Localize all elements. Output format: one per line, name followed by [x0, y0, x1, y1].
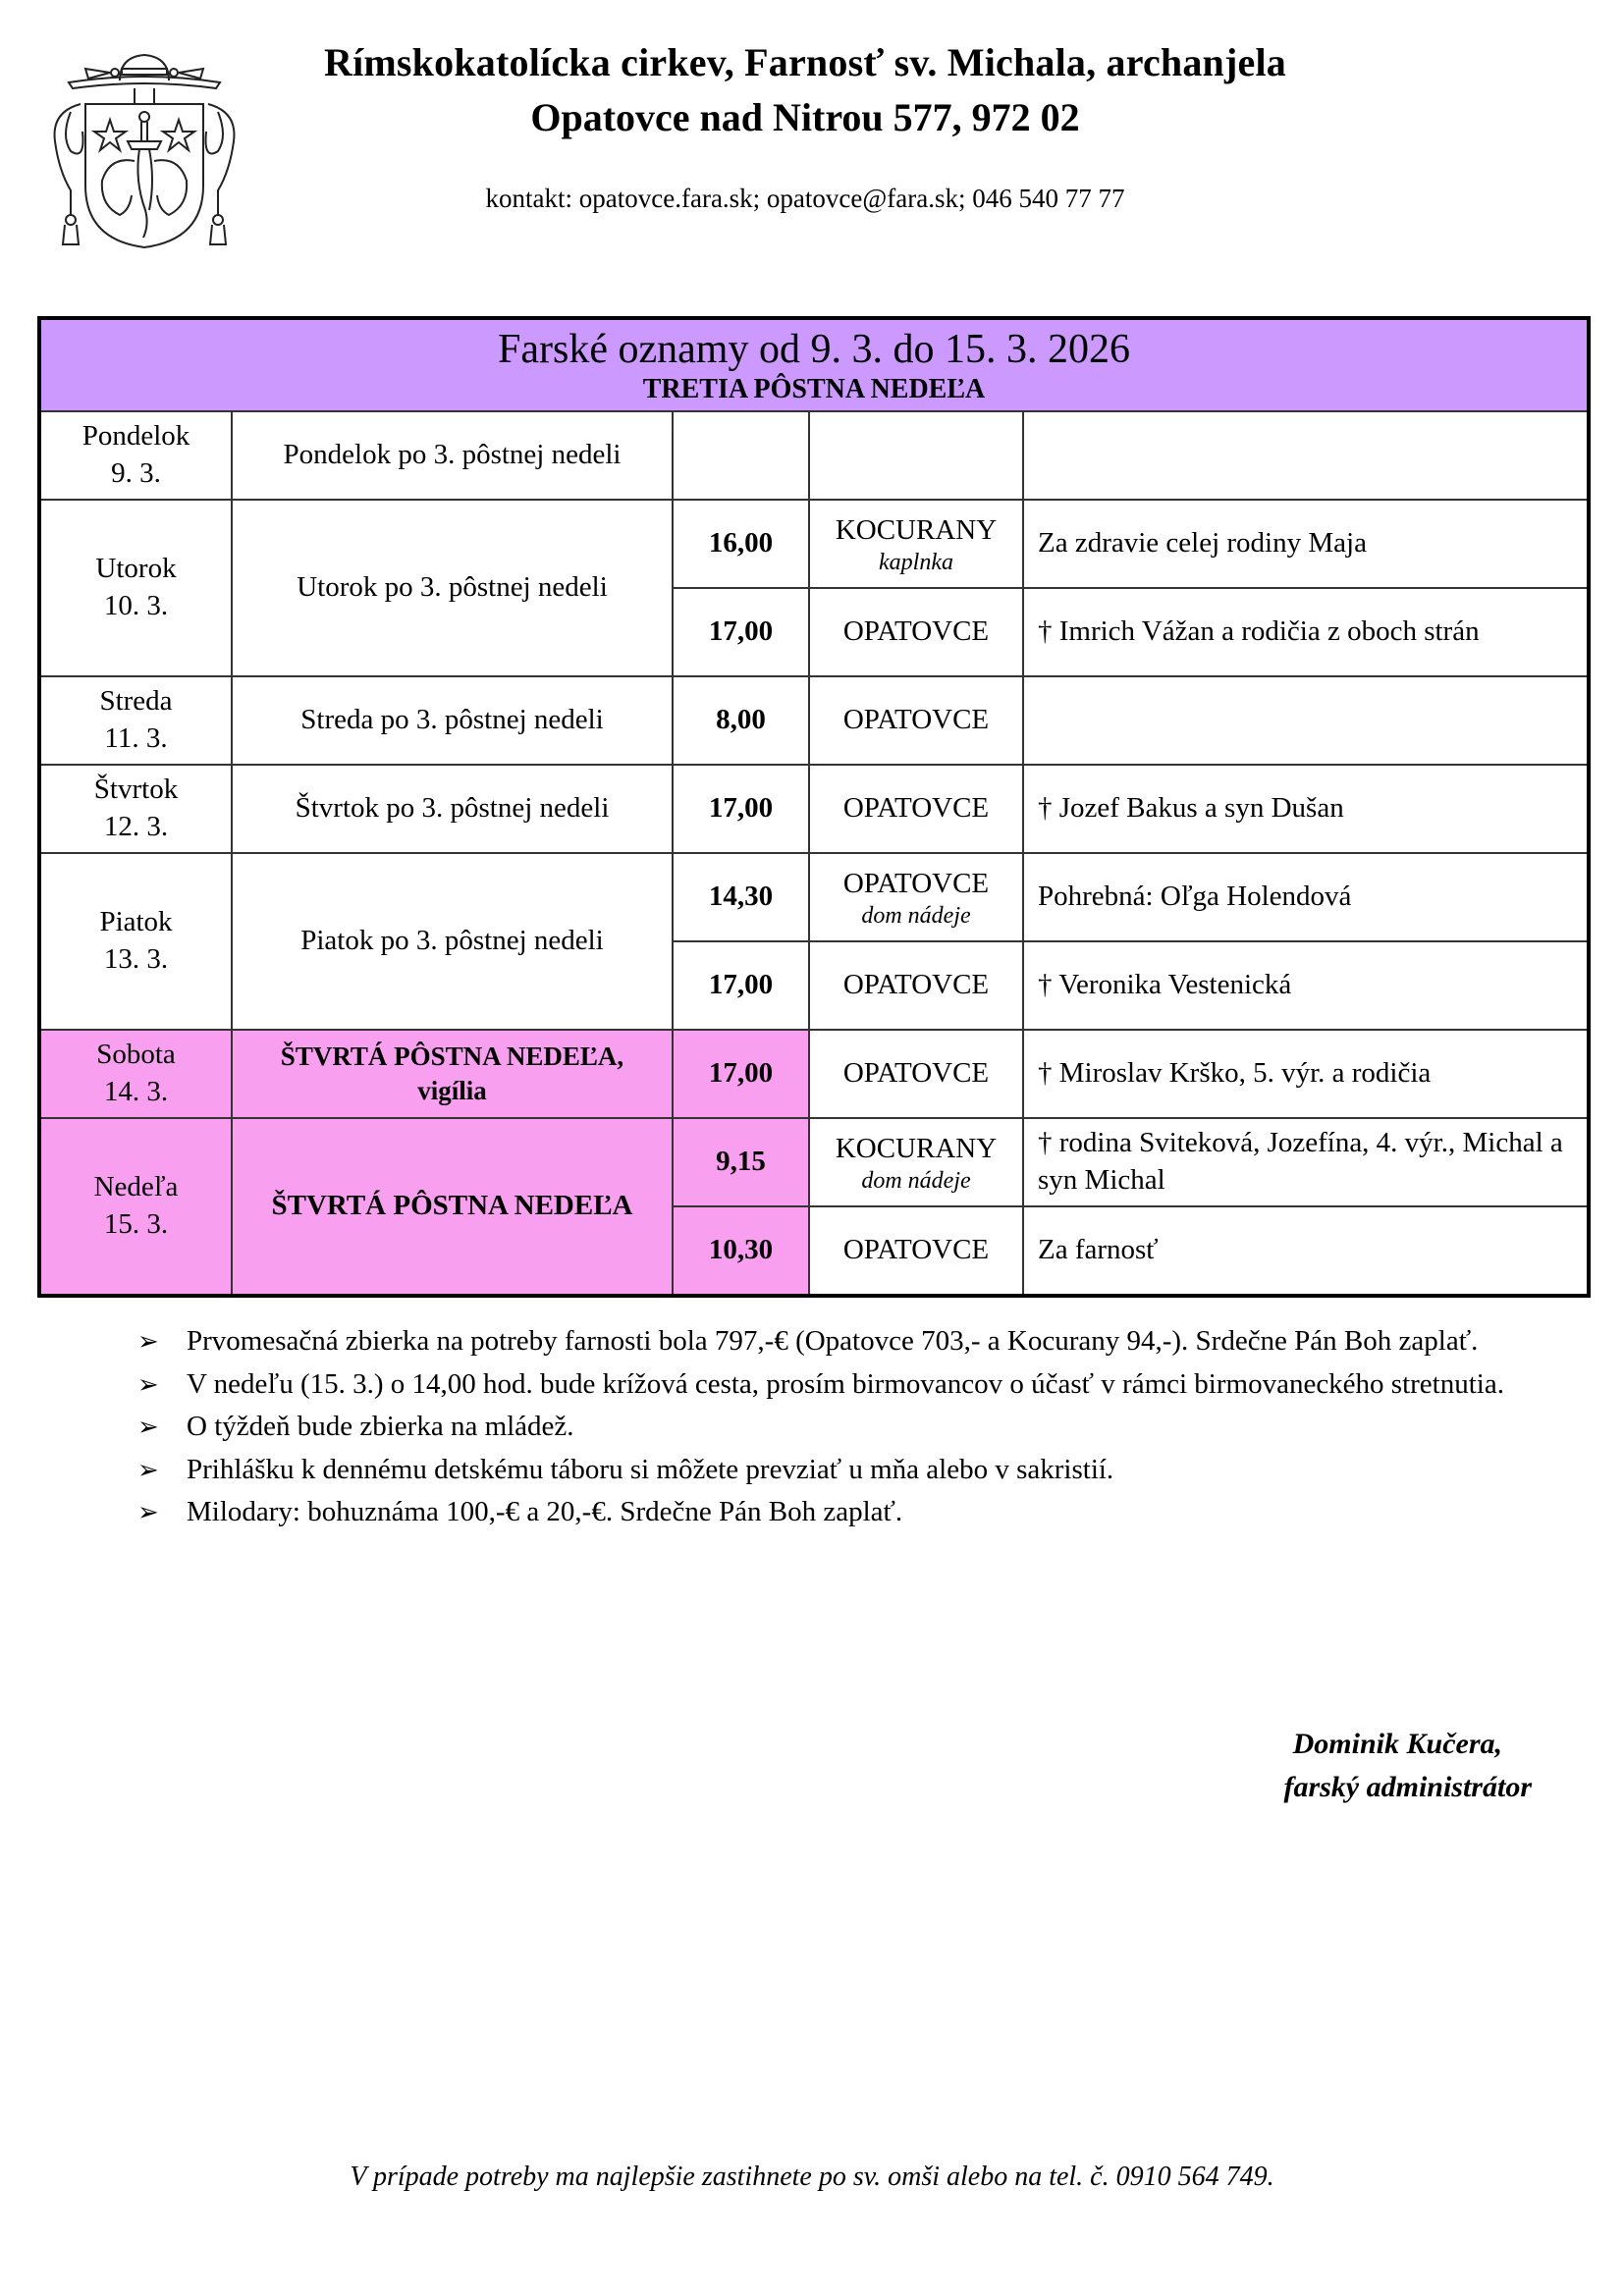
day-cell: Sobota 14. 3. — [39, 1030, 232, 1118]
schedule-title: Farské oznamy od 9. 3. do 15. 3. 2026 — [498, 327, 1130, 372]
parish-name: Rímskokatolícka cirkev, Farnosť sv. Michala, archanjela — [324, 40, 1286, 84]
announcements-list — [137, 1320, 1551, 1534]
table-row-friday — [39, 853, 1589, 941]
announcement-item: ➢ Prihlášku k dennému detskému táboru si môžete prevziať u mňa alebo v sakristií. — [137, 1449, 1551, 1492]
arrow-bullet-icon: ➢ — [137, 1413, 159, 1441]
place-cell: OPATOVCE — [809, 588, 1023, 676]
place-cell: KOCURANY kaplnka — [809, 500, 1023, 588]
intention-cell: † Miroslav Krško, 5. výr. a rodičia — [1023, 1030, 1589, 1118]
table-row-wednesday — [39, 676, 1589, 765]
table-row-thursday — [39, 765, 1589, 853]
time-cell: 10,30 — [673, 1206, 809, 1296]
liturgy-cell: Streda po 3. pôstnej nedeli — [232, 676, 673, 765]
parish-address: Opatovce nad Nitrou 577, 972 02 — [530, 95, 1080, 139]
signature-role: farský administrátor — [1283, 1770, 1532, 1803]
place-cell: OPATOVCE — [809, 1206, 1023, 1296]
table-row-saturday — [39, 1030, 1589, 1118]
contact-line: kontakt: opatovce.fara.sk; opatovce@fara.sk; 046 540 77 77 — [485, 184, 1125, 213]
intention-cell — [1023, 411, 1589, 500]
time-cell: 17,00 — [673, 588, 809, 676]
table-row-monday — [39, 411, 1589, 500]
schedule-header-row — [39, 318, 1589, 411]
time-cell — [673, 411, 809, 500]
liturgy-cell: ŠTVRTÁ PÔSTNA NEDEĽA, vigília — [232, 1030, 673, 1118]
place-cell: OPATOVCE — [809, 676, 1023, 765]
table-row-sunday — [39, 1118, 1589, 1206]
signature-block — [1129, 1723, 1532, 1808]
time-cell: 17,00 — [673, 1030, 809, 1118]
intention-cell: † rodina Sviteková, Jozefína, 4. výr., Michal a syn Michal — [1023, 1118, 1589, 1206]
intention-cell: † Imrich Vážan a rodičia z oboch strán — [1023, 588, 1589, 676]
day-cell: Piatok 13. 3. — [39, 853, 232, 1030]
intention-cell: Za farnosť — [1023, 1206, 1589, 1296]
time-cell: 17,00 — [673, 765, 809, 853]
announcement-item: ➢ Prvomesačná zbierka na potreby farnosti bola 797,-€ (Opatovce 703,- a Kocurany 94,-). Srdečne Pán Boh zaplať. — [137, 1320, 1551, 1363]
intention-cell: † Veronika Vestenická — [1023, 941, 1589, 1030]
liturgy-cell: Pondelok po 3. pôstnej nedeli — [232, 411, 673, 500]
schedule-title-cell — [39, 318, 1589, 411]
table-row-tuesday — [39, 500, 1589, 588]
place-cell: KOCURANY dom nádeje — [809, 1118, 1023, 1206]
intention-cell: Pohrebná: Oľga Holendová — [1023, 853, 1589, 941]
announcement-item: ➢ Milodary: bohuznáma 100,-€ a 20,-€. Srdečne Pán Boh zaplať. — [137, 1491, 1551, 1534]
arrow-bullet-icon: ➢ — [137, 1327, 159, 1356]
place-cell: OPATOVCE — [809, 765, 1023, 853]
arrow-bullet-icon: ➢ — [137, 1498, 159, 1526]
liturgy-cell: Štvrtok po 3. pôstnej nedeli — [232, 765, 673, 853]
place-cell: OPATOVCE dom nádeje — [809, 853, 1023, 941]
place-cell — [809, 411, 1023, 500]
place-cell: OPATOVCE — [809, 941, 1023, 1030]
coat-of-arms-icon — [41, 43, 247, 254]
time-cell: 17,00 — [673, 941, 809, 1030]
arrow-bullet-icon: ➢ — [137, 1369, 159, 1399]
arrow-bullet-icon: ➢ — [137, 1455, 159, 1484]
schedule-subtitle: TRETIA PÔSTNA NEDEĽA — [642, 374, 986, 405]
liturgy-cell: ŠTVRTÁ PÔSTNA NEDEĽA — [232, 1118, 673, 1296]
intention-cell: Za zdravie celej rodiny Maja — [1023, 500, 1589, 588]
day-cell: Pondelok 9. 3. — [39, 411, 232, 500]
day-cell: Štvrtok 12. 3. — [39, 765, 232, 853]
liturgy-cell: Utorok po 3. pôstnej nedeli — [232, 500, 673, 676]
place-cell: OPATOVCE — [809, 1030, 1023, 1118]
footer-note: V prípade potreby ma najlepšie zastihnete po sv. omši alebo na tel. č. 0910 564 749. — [350, 2162, 1274, 2192]
liturgy-cell: Piatok po 3. pôstnej nedeli — [232, 853, 673, 1030]
schedule-table — [37, 316, 1591, 1298]
announcement-item: ➢ V nedeľu (15. 3.) o 14,00 hod. bude krížová cesta, prosím birmovancov o účasť v rámci birmovaneckého stretnutia. — [137, 1363, 1551, 1407]
announcement-item: ➢ O týždeň bude zbierka na mládež. — [137, 1406, 1551, 1449]
intention-cell: † Jozef Bakus a syn Dušan — [1023, 765, 1589, 853]
day-cell: Nedeľa 15. 3. — [39, 1118, 232, 1296]
day-cell: Utorok 10. 3. — [39, 500, 232, 676]
signature-name: Dominik Kučera, — [1292, 1728, 1502, 1760]
time-cell: 9,15 — [673, 1118, 809, 1206]
day-cell: Streda 11. 3. — [39, 676, 232, 765]
time-cell: 14,30 — [673, 853, 809, 941]
time-cell: 8,00 — [673, 676, 809, 765]
intention-cell — [1023, 676, 1589, 765]
time-cell: 16,00 — [673, 500, 809, 588]
